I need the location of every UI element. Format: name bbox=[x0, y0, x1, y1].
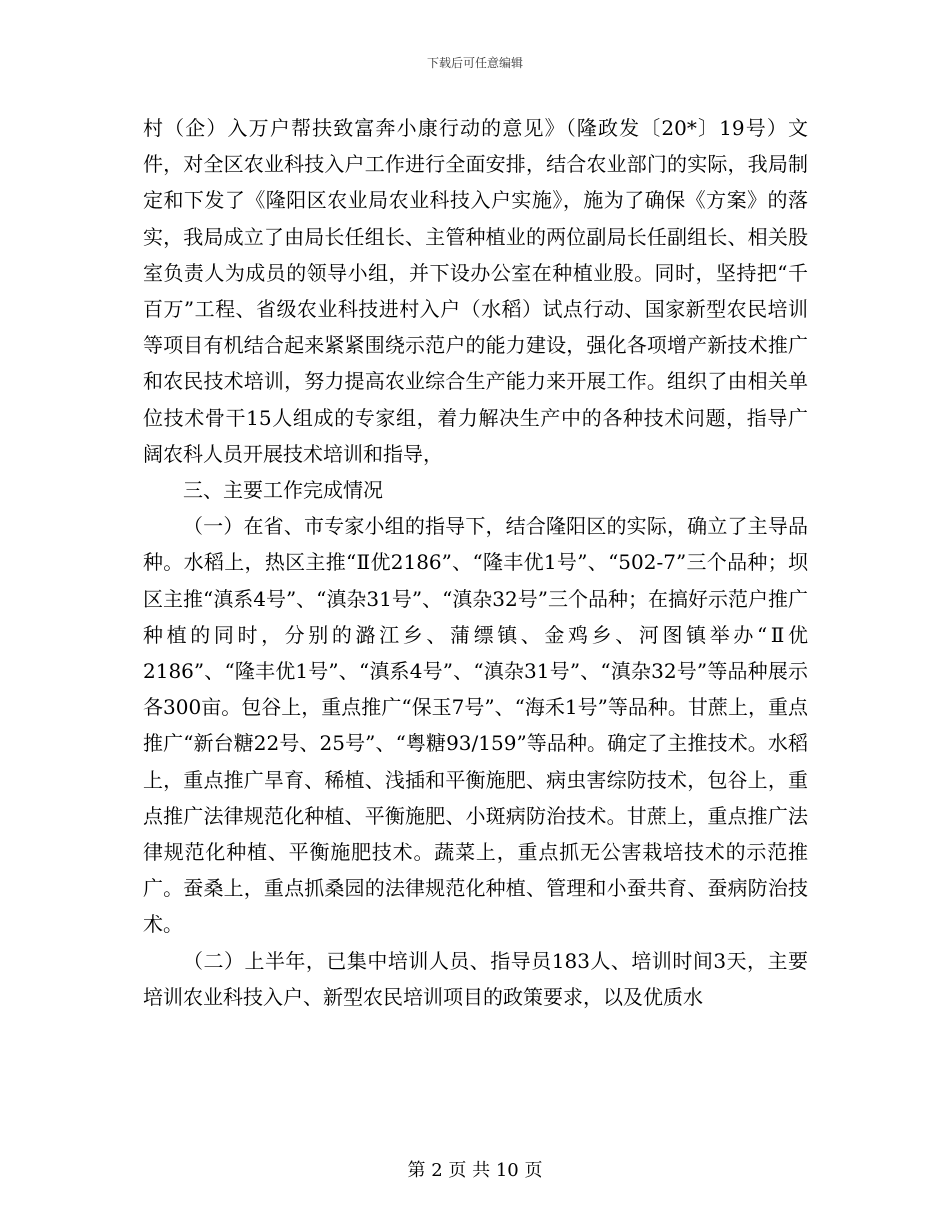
paragraph-one: （一）在省、市专家小组的指导下，结合隆阳区的实际，确立了主导品种。水稻上，热区主推“Ⅱ优2186”、“隆丰优1号”、“502-7”三个品种；坝区主推“滇系4号”、“滇杂31号”、“滇杂32号”三个品种；在搞好示范户推广种植的同时，分别的潞江乡、蒲缥镇、金鸡乡、河图镇举办“Ⅱ优2186”、“隆丰优1号”、“滇系4号”、“滇杂31号”、“滇杂32号”等品种展示各300亩。包谷上，重点推广“保玉7号”、“海禾1号”等品种。甘蔗上，重点推广“新台糖22号、25号”、“粤糖93/159”等品种。确定了主推技术。水稻上，重点推广旱育、稀植、浅插和平衡施肥、病虫害综防技术，包谷上，重点推广法律规范化种植、平衡施肥、小斑病防治技术。甘蔗上，重点推广法律规范化种植、平衡施肥技术。蔬菜上，重点抓无公害栽培技术的示范推广。蚕桑上，重点抓桑园的法律规范化种植、管理和小蚕共育、蚕病防治技术。 bbox=[143, 514, 808, 937]
section-heading: 三、主要工作完成情况 bbox=[183, 478, 383, 503]
document-body bbox=[143, 110, 808, 1015]
page-header: 下载后可任意编辑 bbox=[426, 56, 523, 70]
paragraph-continued: 村（企）入万户帮扶致富奔小康行动的意见》（隆政发〔20*〕19号）文件，对全区农业科技入户工作进行全面安排，结合农业部门的实际，我局制定和下发了《隆阳区农业局农业科技入户实施》，施为了确保《方案》的落实，我局成立了由局长任组长、主管种植业的两位副局长任副组长、相关股室负责人为成员的领导小组，并下设办公室在种植业股。同时，坚持把“千百万”工程、省级农业科技进村入户（水稻）试点行动、国家新型农民培训等项目有机结合起来紧紧围绕示范户的能力建设，强化各项增产新技术推广和农民技术培训，努力提高农业综合生产能力来开展工作。组织了由相关单位技术骨干15人组成的专家组，着力解决生产中的各种技术问题，指导广阔农科人员开展技术培训和指导， bbox=[143, 116, 808, 466]
paragraph-two: （二）上半年，已集中培训人员、指导员183人、培训时间3天，主要培训农业科技入户、新型农民培训项目的政策要求，以及优质水 bbox=[143, 948, 808, 1009]
page-footer: 第 2 页 共 10 页 bbox=[407, 1160, 543, 1181]
